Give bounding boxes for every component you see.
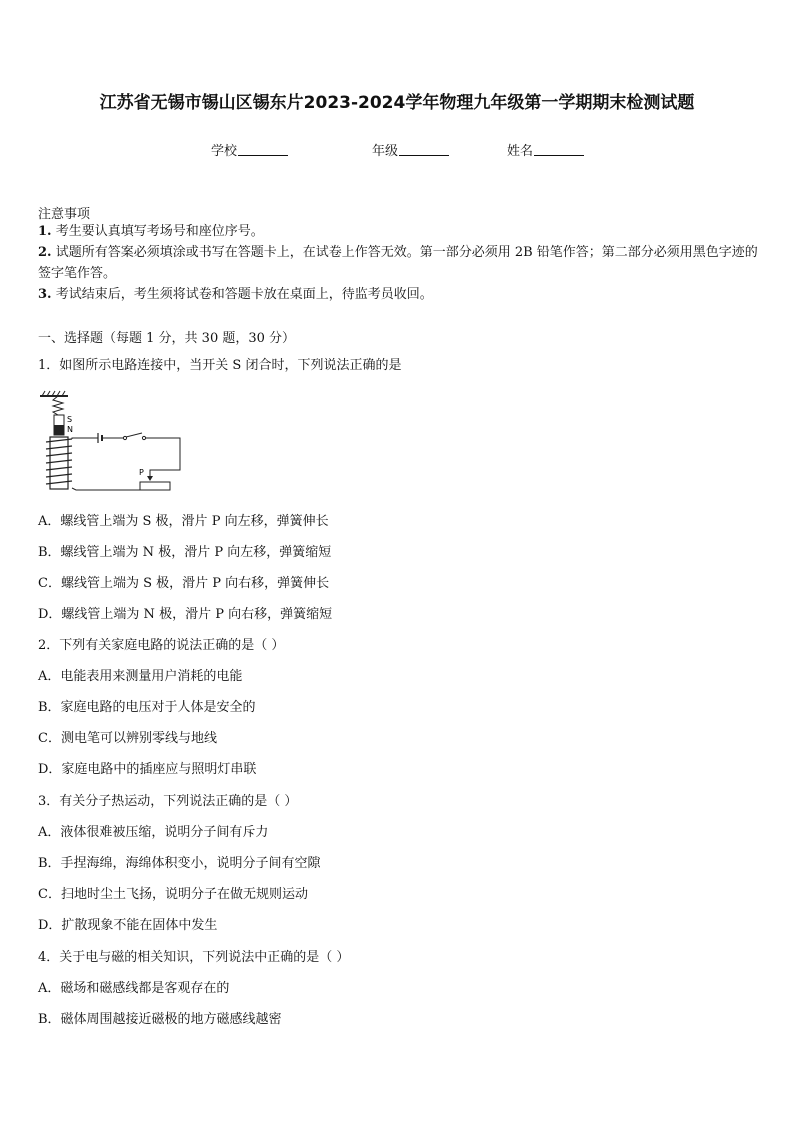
- note-text: 考生要认真填写考场号和座位序号。: [55, 224, 264, 239]
- spring: [53, 396, 63, 415]
- option-4b[interactable]: B．磁体周围越接近磁极的地方磁感线越密: [38, 1012, 282, 1027]
- note-item: [38, 284, 760, 305]
- note-item: [38, 242, 760, 284]
- note-number: 2.: [38, 245, 52, 260]
- name-blank[interactable]: [534, 142, 584, 156]
- note-text: 考试结束后，考生须将试卷和答题卡放在桌面上，待监考员收回。: [55, 287, 433, 302]
- question-stem-3: 3．有关分子热运动，下列说法正确的是（ ）: [38, 794, 298, 809]
- grade-blank[interactable]: [399, 142, 449, 156]
- option-3c[interactable]: C．扫地时尘土飞扬，说明分子在做无规则运动: [38, 887, 308, 902]
- rheostat: [140, 482, 170, 490]
- slider-p-label: P: [139, 468, 144, 477]
- name-label: 姓名: [507, 144, 534, 159]
- wire-bottom: [72, 488, 140, 490]
- exam-title: 江苏省无锡市锡山区锡东片2023-2024学年物理九年级第一学期期末检测试题: [99, 93, 695, 113]
- magnet-s-label: S: [67, 415, 73, 424]
- option-2c[interactable]: C．测电笔可以辨别零线与地线: [38, 731, 217, 746]
- wire-right: [146, 438, 180, 476]
- question-stem-4: 4．关于电与磁的相关知识，下列说法中正确的是（ ）: [38, 950, 350, 965]
- section-heading: 一、选择题（每题 1 分，共 30 题，30 分）: [38, 331, 296, 346]
- switch-contact: [142, 436, 145, 439]
- option-3b[interactable]: B．手捏海绵，海绵体积变小，说明分子间有空隙: [38, 856, 321, 871]
- option-2d[interactable]: D．家庭电路中的插座应与照明灯串联: [38, 762, 257, 777]
- option-1b[interactable]: B．螺线管上端为 N 极，滑片 P 向左移，弹簧缩短: [38, 545, 332, 560]
- option-1a[interactable]: A．螺线管上端为 S 极，滑片 P 向左移，弹簧伸长: [38, 514, 329, 529]
- notes-heading: 注意事项: [38, 207, 91, 222]
- switch-blade: [126, 433, 142, 437]
- grade-label: 年级: [372, 144, 399, 159]
- option-3d[interactable]: D．扩散现象不能在固体中发生: [38, 918, 218, 933]
- school-field[interactable]: [211, 140, 288, 159]
- school-label: 学校: [211, 144, 238, 159]
- note-number: 1.: [38, 224, 52, 239]
- option-1d[interactable]: D．螺线管上端为 N 极，滑片 P 向右移，弹簧缩短: [38, 607, 333, 622]
- school-blank[interactable]: [238, 142, 288, 156]
- magnet-n-pole: [54, 425, 64, 435]
- option-3a[interactable]: A．液体很难被压缩，说明分子间有斥力: [38, 825, 269, 840]
- option-2b[interactable]: B．家庭电路的电压对于人体是安全的: [38, 700, 256, 715]
- grade-field[interactable]: [372, 140, 449, 159]
- option-4a[interactable]: A．磁场和磁感线都是客观存在的: [38, 981, 230, 996]
- question-stem-2: 2．下列有关家庭电路的说法正确的是（ ）: [38, 638, 285, 653]
- note-item: [38, 221, 760, 242]
- note-text: 试题所有答案必须填涂或书写在答题卡上，在试卷上作答无效。第一部分必须用 2B 铅笔作答；第二部分必须用黑色字迹的签字笔作答。: [38, 245, 758, 281]
- magnet-n-label: N: [67, 425, 73, 434]
- option-1c[interactable]: C．螺线管上端为 S 极，滑片 P 向右移，弹簧伸长: [38, 576, 330, 591]
- note-number: 3.: [38, 287, 52, 302]
- option-2a[interactable]: A．电能表用来测量用户消耗的电能: [38, 669, 243, 684]
- question-stem-1: 1．如图所示电路连接中，当开关 S 闭合时，下列说法正确的是: [38, 358, 402, 373]
- wire-top-left: [72, 438, 98, 439]
- circuit-figure: [36, 390, 186, 495]
- name-field[interactable]: [507, 140, 584, 159]
- slider-arrow: [147, 476, 153, 481]
